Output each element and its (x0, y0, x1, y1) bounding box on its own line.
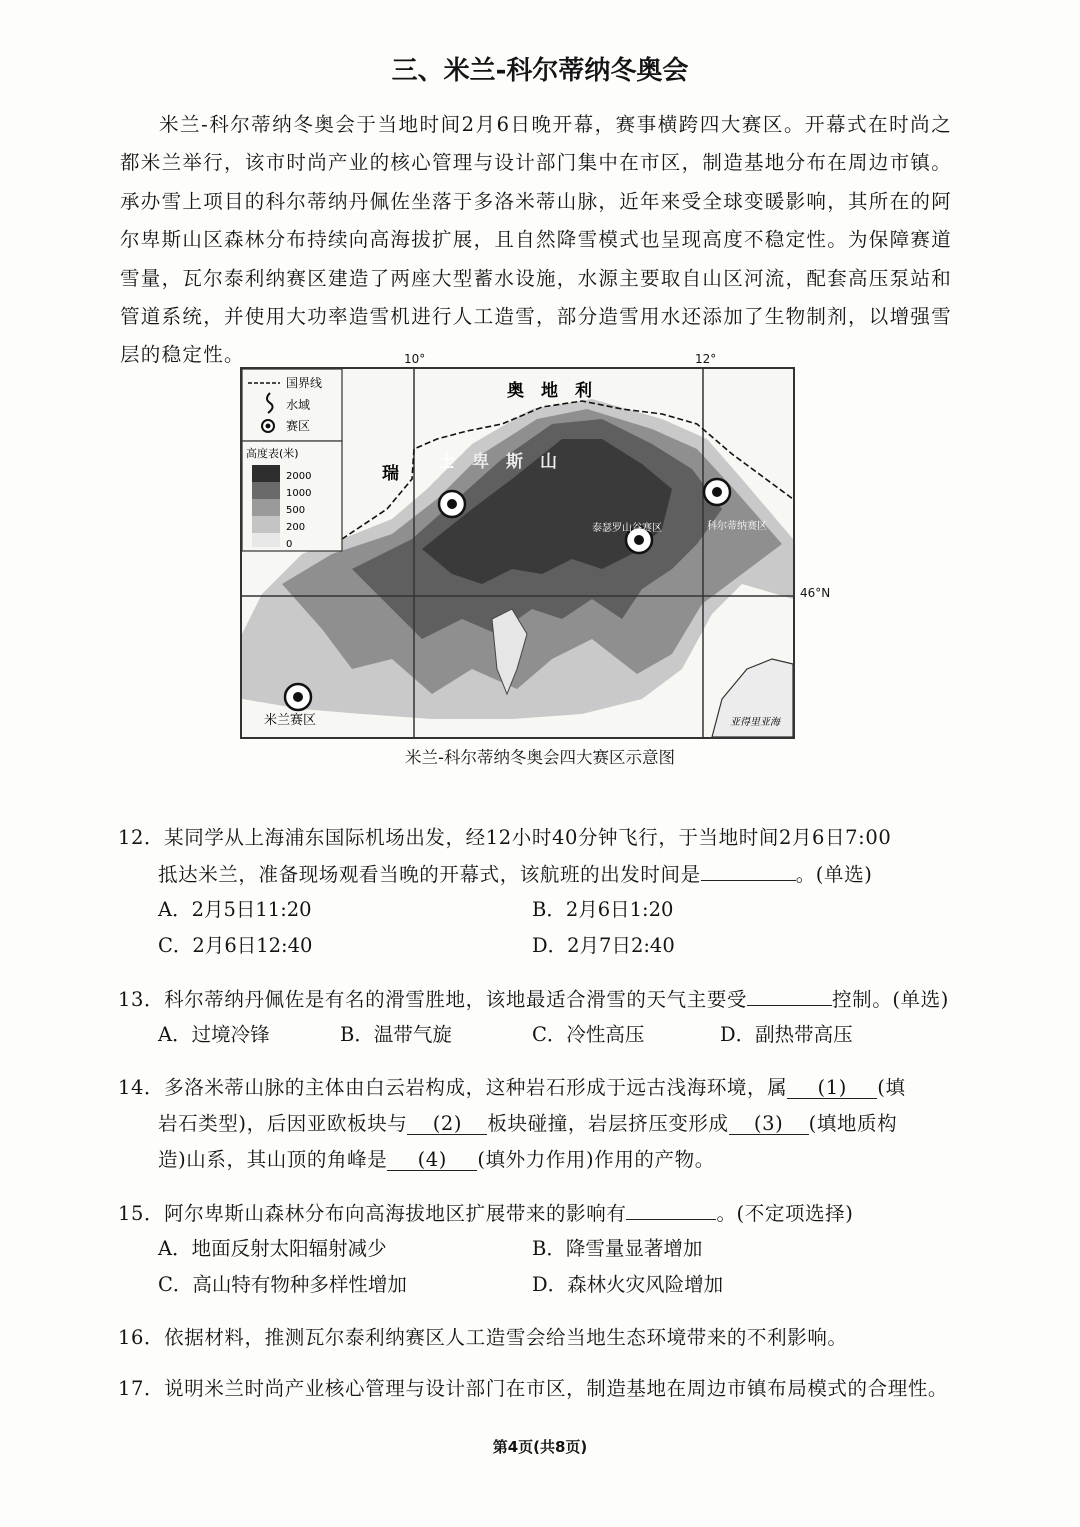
q12-text-2: 抵达米兰，准备现场观看当晚的开幕式，该航班的出发时间是 (158, 863, 701, 886)
map-caption: 米兰-科尔蒂纳冬奥会四大赛区示意图 (405, 748, 675, 767)
q14-blank-1[interactable]: (1) (787, 1076, 877, 1099)
longitude-label-left: 10° (404, 352, 426, 366)
q14-line2 (158, 1108, 998, 1136)
label-austria: 奥 地 利 (507, 381, 592, 401)
q15-line1 (118, 1197, 958, 1226)
q13-option-a[interactable]: A．过境冷锋 (158, 1023, 270, 1046)
section-title: 三、米兰-科尔蒂纳冬奥会 (391, 56, 689, 86)
q17-number: 17． (118, 1377, 165, 1400)
legend-venue-label: 赛区 (286, 419, 311, 433)
latitude-label: 46°N (800, 586, 831, 600)
q14-text-2: (填 (877, 1076, 906, 1099)
reading-passage: 米兰-科尔蒂纳冬奥会于当地时间2月6日晚开幕，赛事横跨四大赛区。开幕式在时尚之都米兰举行，该市时尚产业的核心管理与设计部门集中在市区，制造基地分布在周边市镇。承办雪上项目的科尔蒂纳丹佩佐坐落于多洛米蒂山脉，近年来受全球变暖影响，其所在的阿尔卑斯山区森林分布持续向高海拔扩展，且自然降雪模式也呈现高度不稳定性。为保障赛道雪量，瓦尔泰利纳赛区建造了两座大型蓄水设施，水源主要取自山区河流，配套高压泵站和管道系统，并使用大功率造雪机进行人工造雪，部分造雪用水还添加了生物制剂，以增强雪层的稳定性。 (120, 113, 953, 367)
q13-text-2: 控制。(单选) (832, 988, 949, 1011)
q14-blank-2[interactable]: (2) (407, 1112, 487, 1135)
longitude-label-right: 12° (695, 352, 717, 366)
q13-option-d[interactable]: D．副热带高压 (720, 1023, 853, 1046)
q14-text-6: 造)山系，其山顶的角峰是 (158, 1148, 388, 1171)
q12-line1 (118, 822, 958, 850)
q15-answer-blank[interactable] (626, 1197, 716, 1220)
venue-marker-milan (285, 684, 311, 710)
q14-text-3: 岩石类型)，后因亚欧板块与 (158, 1112, 408, 1135)
q12-option-d[interactable]: D．2月7日2:40 (532, 934, 675, 957)
q13-text-1: 科尔蒂纳丹佩佐是有名的滑雪胜地，该地最适合滑雪的天气主要受 (164, 988, 748, 1011)
elevation-level-500: 500 (286, 505, 306, 516)
label-switzerland-2: 士 (438, 452, 455, 472)
q12-number: 12． (118, 826, 165, 849)
q13-option-c[interactable]: C．冷性高压 (532, 1023, 645, 1046)
venue-map (240, 367, 795, 739)
venue-marker-livigno (439, 491, 465, 517)
map-graphic (242, 369, 793, 737)
q16-number: 16． (118, 1326, 165, 1349)
q15-text-2: 。(不定项选择) (716, 1202, 854, 1225)
label-valley-venue: 泰瑟罗山谷赛区 (592, 523, 662, 534)
q17-line (118, 1373, 958, 1401)
q12-text-1: 某同学从上海浦东国际机场出发，经12小时40分钟飞行，于当地时间2月6日7:00 (164, 826, 892, 849)
q14-blank-4[interactable]: (4) (387, 1148, 477, 1171)
q15-text-1: 阿尔卑斯山森林分布向高海拔地区扩展带来的影响有 (164, 1202, 627, 1225)
page-footer: 第4页(共8页) (492, 1438, 588, 1456)
q14-text-4: 板块碰撞，岩层挤压变形成 (487, 1112, 729, 1135)
label-switzerland: 瑞 (382, 464, 399, 484)
legend-water-label: 水域 (286, 398, 311, 412)
q15-option-d[interactable]: D．森林火灾风险增加 (532, 1273, 724, 1296)
q12-option-a[interactable]: A．2月5日11:20 (158, 898, 312, 921)
q12-answer-blank[interactable] (701, 858, 796, 881)
elevation-level-2000: 2000 (286, 471, 312, 482)
q14-blank-3[interactable]: (3) (729, 1112, 809, 1135)
q14-text-1: 多洛米蒂山脉的主体由白云岩构成，这种岩石形成于远古浅海环境，属 (164, 1076, 788, 1099)
q14-line1 (118, 1072, 958, 1100)
q13-number: 13． (118, 988, 165, 1011)
label-cortina-venue: 科尔蒂纳赛区 (707, 521, 767, 532)
q16-text: 依据材料，推测瓦尔泰利纳赛区人工造雪会给当地生态环境带来的不利影响。 (164, 1326, 848, 1349)
q16-line (118, 1322, 958, 1350)
label-milan-venue: 米兰赛区 (264, 713, 317, 728)
label-adriatic: 亚得里亚海 (730, 717, 780, 728)
q13-line1 (118, 983, 958, 1012)
q14-number: 14． (118, 1076, 165, 1099)
q12-text-3: 。(单选) (795, 863, 873, 886)
q12-option-b[interactable]: B．2月6日1:20 (532, 898, 674, 921)
label-alps: 卑 斯 山 (472, 452, 557, 472)
elevation-level-0: 0 (286, 539, 293, 550)
venue-marker-cortina (704, 479, 730, 505)
q12-option-c[interactable]: C．2月6日12:40 (158, 934, 313, 957)
q13-answer-blank[interactable] (747, 983, 832, 1006)
q15-option-c[interactable]: C．高山特有物种多样性增加 (158, 1273, 407, 1296)
legend-border-label: 国界线 (286, 376, 323, 390)
q12-line2 (158, 858, 998, 887)
q14-text-5: (填地质构 (808, 1112, 898, 1135)
q13-option-b[interactable]: B．温带气旋 (340, 1023, 452, 1046)
q14-text-7: (填外力作用)作用的产物。 (477, 1148, 715, 1171)
q15-option-a[interactable]: A．地面反射太阳辐射减少 (158, 1237, 387, 1260)
q14-line3 (158, 1144, 998, 1172)
q15-option-b[interactable]: B．降雪量显著增加 (532, 1237, 703, 1260)
elevation-title: 高度表(米) (246, 447, 299, 460)
elevation-level-1000: 1000 (286, 488, 312, 499)
q17-text: 说明米兰时尚产业核心管理与设计部门在市区，制造基地在周边市镇布局模式的合理性。 (164, 1377, 949, 1400)
elevation-level-200: 200 (286, 522, 306, 533)
q15-number: 15． (118, 1202, 165, 1225)
